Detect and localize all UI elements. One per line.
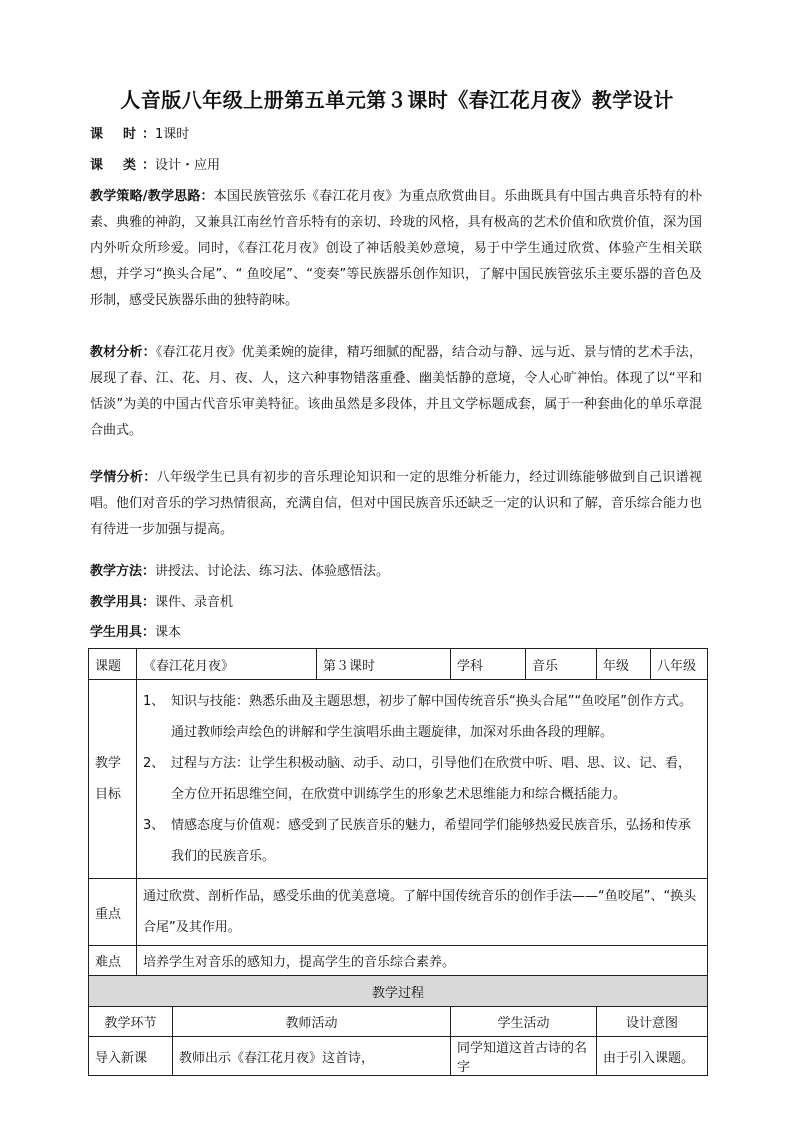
key-point-row [89,879,708,946]
topic-value: 《春江花月夜》 [137,649,317,680]
section-student-analysis [90,465,702,543]
section-text: 本国民族管弦乐《春江花月夜》为重点欣赏曲目。乐曲既具有中国古典音乐特有的朴素、典雅的神韵，又兼具江南丝竹音乐特有的亲切、玲珑的风格，具有极高的艺术价值和欣赏价值，深为国内外听众所珍爱。同时，《春江花月夜》创设了神话般美妙意境，易于中学生通过欣赏、体验产生相关联想，并学习“换头合尾”、“ 鱼咬尾”、“变奏”等民族器乐创作知识，了解中国民族管弦乐主要乐器的音色及形制，感受民族器乐曲的独特韵味。 [90,189,702,308]
lesson-plan-table [88,648,708,1076]
topic-label: 课题 [89,649,137,680]
table-row [89,1037,708,1076]
process-teacher: 教师出示《春江花月夜》这首诗， [173,1037,451,1076]
process-student: 同学知道这首古诗的名字 [451,1037,597,1076]
section-teaching-tools [90,590,702,616]
section-text: 《春江花月夜》优美柔婉的旋律，精巧细腻的配器，结合动与静、远与近、景与情的艺术手法，展现了春、江、花、月、夜、人，这六种事物错落重叠、幽美恬静的意境，令人心旷神怡。体现了以“平和恬淡”为美的中国古代音乐审美特征。该曲虽然是多段体，并且文学标题成套，属于一种套曲化的单乐章混合曲式。 [90,345,702,438]
objectives-content [137,680,708,879]
key-point-text: 通过欣赏、剖析作品，感受乐曲的优美意境。了解中国传统音乐的创作手法——“鱼咬尾”、“换头合尾”及其作用。 [137,879,708,946]
meta-class-hours [90,126,189,144]
process-columns-row [89,1007,708,1037]
section-strategy [90,184,702,314]
objectives-row [89,680,708,879]
objective-number: 1、 [143,694,165,709]
meta-label-char-1: 课 [90,127,104,142]
section-material-analysis [90,340,702,444]
process-title-row [89,976,708,1007]
section-text: 课本 [155,625,182,640]
column-header-teacher: 教师活动 [173,1007,451,1037]
objectives-label-line: 教学 [95,756,122,771]
meta-class-type [90,157,220,175]
difficulty-text: 培养学生对音乐的感知力，提高学生的音乐综合素养。 [137,946,708,976]
meta-value: 设计・应用 [155,158,221,173]
grade-label: 年级 [597,649,651,680]
section-label: 教学用具： [90,595,156,610]
subject-label: 学科 [451,649,526,680]
document-title: 人音版八年级上册第五单元第３课时《春江花月夜》教学设计 [120,88,674,112]
difficulty-label: 难点 [89,946,137,976]
meta-label-char-2: 时 [123,127,137,142]
objective-number: 2、 [143,756,165,771]
section-label: 学情分析： [90,470,157,485]
objectives-label [89,680,137,879]
process-stage: 导入新课 [89,1037,173,1076]
subject-value: 音乐 [526,649,597,680]
process-intent: 由于引入课题。 [597,1037,708,1076]
meta-sep: ： [142,158,156,173]
objective-text: 知识与技能：熟悉乐曲及主题思想，初步了解中国传统音乐“换头合尾”“鱼咬尾”创作方式。通过教师绘声绘色的讲解和学生演唱乐曲主题旋律，加深对乐曲各段的理解。 [171,694,692,740]
section-label: 教学方法： [90,564,156,579]
objective-text: 过程与方法：让学生积极动脑、动手、动口，引导他们在欣赏中听、唱、思、议、记、看，全方位开拓思维空间，在欣赏中训练学生的形象艺术思维能力和综合概括能力。 [171,756,692,802]
column-header-stage: 教学环节 [89,1007,173,1037]
meta-label-char-2: 类 [123,158,137,173]
difficulty-row [89,946,708,976]
meta-value: 1课时 [155,127,190,142]
objective-item [143,810,701,872]
objective-text: 情感态度与价值观：感受到了民族音乐的魅力，希望同学们能够热爱民族音乐，弘扬和传承我们的民族音乐。 [171,818,692,864]
section-label: 教学策略/教学思路： [90,189,214,204]
section-text: 讲授法、讨论法、练习法、体验感悟法。 [155,564,390,579]
objectives-label-line: 目标 [95,787,122,802]
section-student-tools [90,620,702,646]
section-text: 八年级学生已具有初步的音乐理论知识和一定的思维分析能力，经过训练能够做到自己识谱视唱。他们对音乐的学习热情很高，充满自信，但对中国民族音乐还缺乏一定的认识和了解，音乐综合能力也有待进一步加强与提高。 [90,470,702,537]
section-label: 学生用具： [90,625,156,640]
meta-label-char-1: 课 [90,158,104,173]
table-header-row [89,649,708,680]
key-point-label: 重点 [89,879,137,946]
meta-sep: ： [142,127,156,142]
lesson-number: 第３课时 [317,649,451,680]
objective-item [143,748,701,810]
objective-item [143,686,701,748]
column-header-intent: 设计意图 [597,1007,708,1037]
grade-value: 八年级 [651,649,708,680]
section-label: 教材分析： [90,345,156,360]
objective-number: 3、 [143,818,165,833]
column-header-student: 学生活动 [451,1007,597,1037]
section-methods [90,559,702,585]
process-title: 教学过程 [89,976,708,1007]
section-text: 课件、录音机 [155,595,234,610]
